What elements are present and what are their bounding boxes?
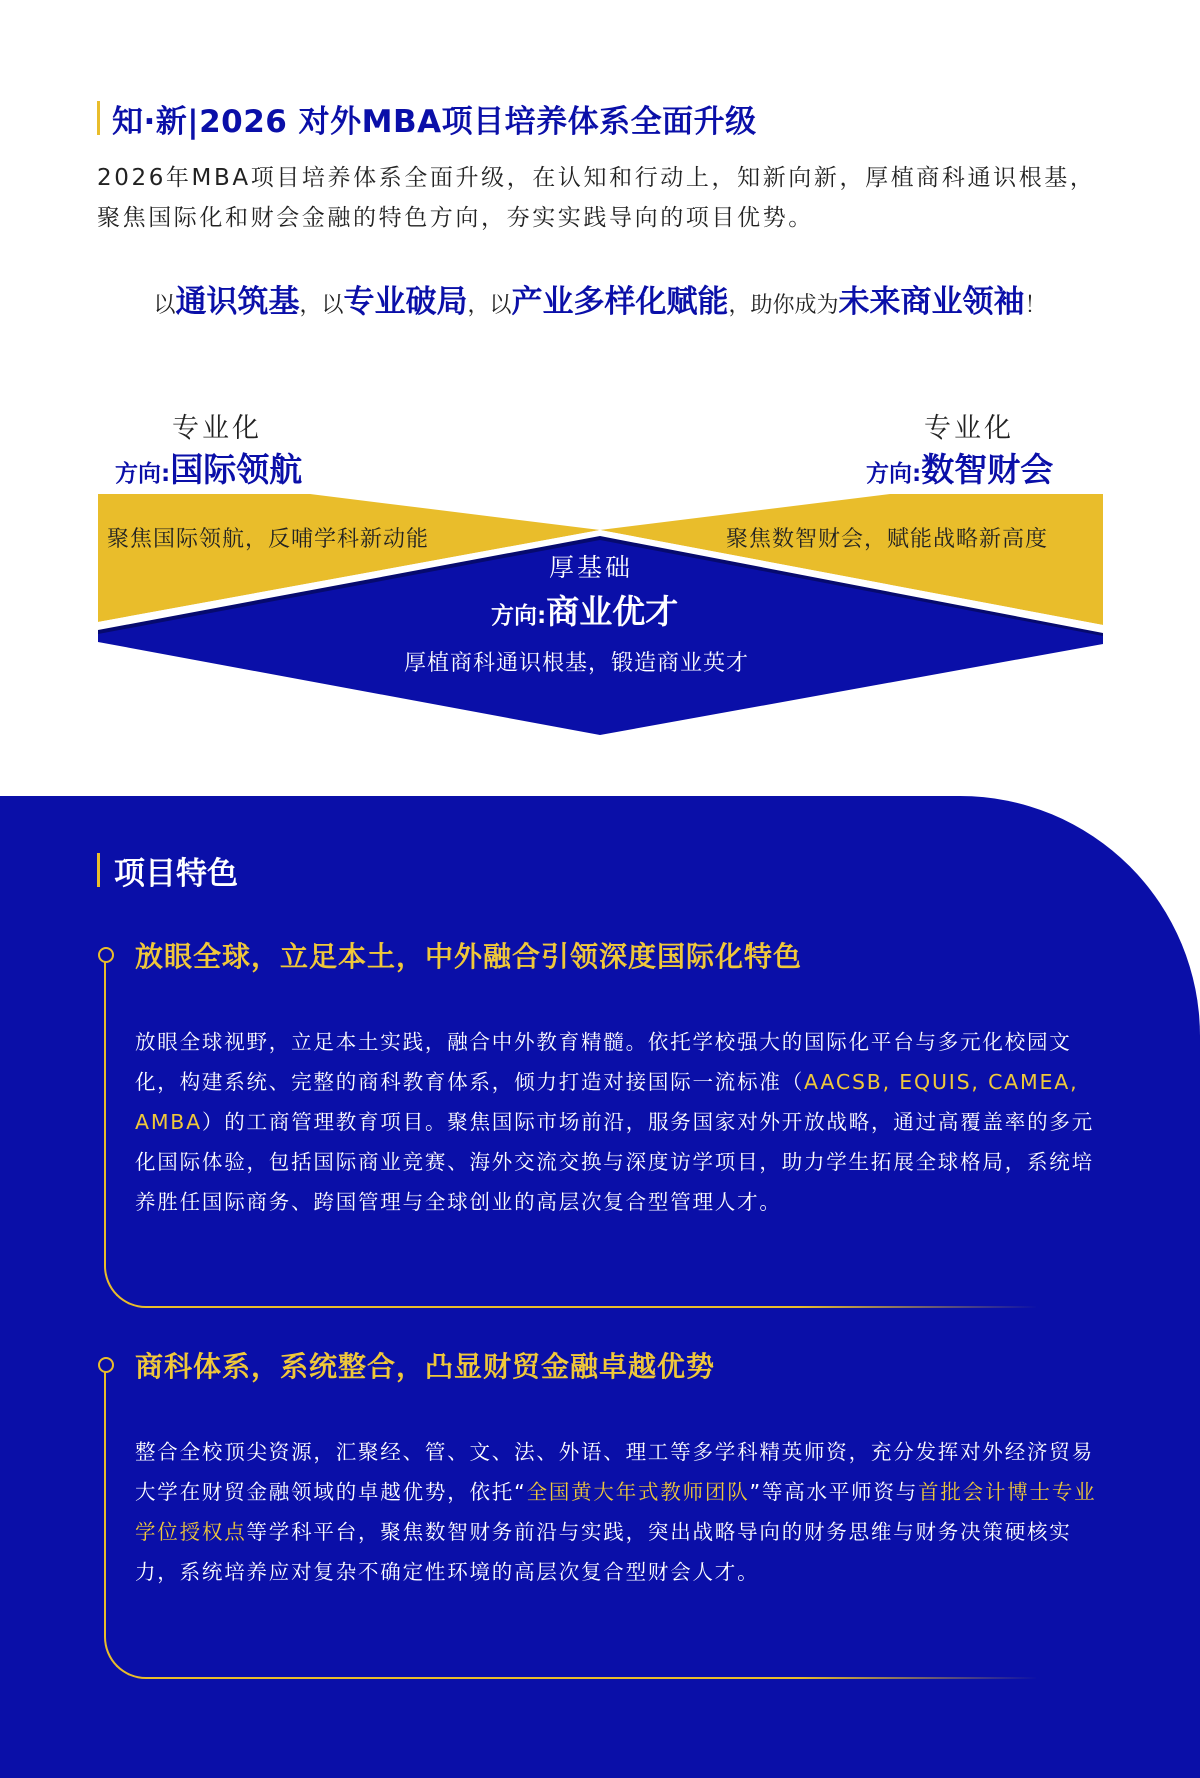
right-band-text: 聚焦数智财会，赋能战略新高度 [726, 527, 1049, 552]
direction-name: 商业优才 [546, 592, 679, 631]
left-band-text: 聚焦国际领航，反哺学科新动能 [107, 527, 430, 552]
card-highlight: 全国黄大年式教师团队 [526, 1480, 750, 1504]
card-highlight: AACSB, EQUIS, CAMEA, AMBA [135, 1070, 1079, 1134]
card-text: 放眼全球视野，立足本土实践，融合中外教育精髓。依托学校强大的国际化平台与多元化校园文化，构建系统、完整的商科教育体系，倾力打造对接国际一流标准（ [135, 1030, 1072, 1094]
center-direction [491, 586, 678, 633]
card-text: ）的工商管理教育项目。聚焦国际市场前沿，服务国家对外开放战略，通过高覆盖率的多元化国际体验，包括国际商业竞赛、海外交流交换与深度访学项目，助力学生拓展全球格局，系统培养胜任国际商务、跨国管理与全球创业的高层次复合型管理人才。 [135, 1110, 1094, 1214]
direction-name: 国际领航 [170, 450, 303, 489]
slogan-text: 以 [153, 293, 176, 318]
slogan-keyword: 专业破局 [343, 284, 468, 320]
center-band-text: 厚植商科通识根基，锻造商业英才 [404, 651, 750, 676]
card-bullet-icon [98, 1357, 114, 1373]
page-title: 知·新|2026 对外MBA项目培养体系全面升级 [112, 104, 757, 140]
section-accent-bar [97, 853, 100, 887]
right-direction [866, 444, 1053, 491]
direction-prefix: 方向: [491, 603, 547, 629]
direction-prefix: 方向: [866, 461, 922, 487]
slogan-keyword: 产业多样化赋能 [511, 284, 729, 320]
direction-diagram [0, 400, 1200, 740]
card-body [135, 1432, 1105, 1592]
title-accent-bar [97, 101, 100, 135]
slogan-text: ，以 [299, 293, 344, 318]
right-heading: 专业化 [924, 413, 1014, 444]
intro-paragraph: 2026年MBA项目培养体系全面升级，在认知和行动上，知新向新，厚植商科通识根基，聚焦国际化和财会金融的特色方向，夯实实践导向的项目优势。 [97, 165, 1096, 231]
slogan-text: ，助你成为 [728, 293, 839, 318]
card-bullet-icon [98, 947, 114, 963]
slogan-text: ，以 [467, 293, 512, 318]
direction-name: 数智财会 [921, 450, 1054, 489]
card-highlight: 首批会计博士专业学位授权点 [135, 1480, 1097, 1544]
left-direction [115, 444, 302, 491]
slogan-text: ！ [1024, 293, 1047, 318]
slogan-keyword: 通识筑基 [175, 284, 300, 320]
direction-prefix: 方向: [115, 461, 171, 487]
card-text: ”等高水平师资与 [749, 1480, 919, 1504]
card-heading: 商科体系，系统整合，凸显财贸金融卓越优势 [135, 1350, 716, 1383]
section-title: 项目特色 [114, 856, 238, 892]
slogan-keyword: 未来商业领袖 [838, 284, 1025, 320]
card-body [135, 1022, 1105, 1222]
card-text: 等学科平台，聚焦数智财务前沿与实践，突出战略导向的财务思维与财务决策硬核实力，系统培养应对复杂不确定性环境的高层次复合型财会人才。 [135, 1520, 1072, 1584]
card-text: 整合全校顶尖资源，汇聚经、管、文、法、外语、理工等多学科精英师资，充分发挥对外经济贸易大学在财贸金融领域的卓越优势，依托“ [135, 1440, 1094, 1504]
slogan [0, 276, 1200, 321]
card-heading: 放眼全球，立足本土，中外融合引领深度国际化特色 [135, 940, 803, 973]
center-heading: 厚基础 [549, 553, 634, 582]
left-heading: 专业化 [172, 413, 262, 444]
